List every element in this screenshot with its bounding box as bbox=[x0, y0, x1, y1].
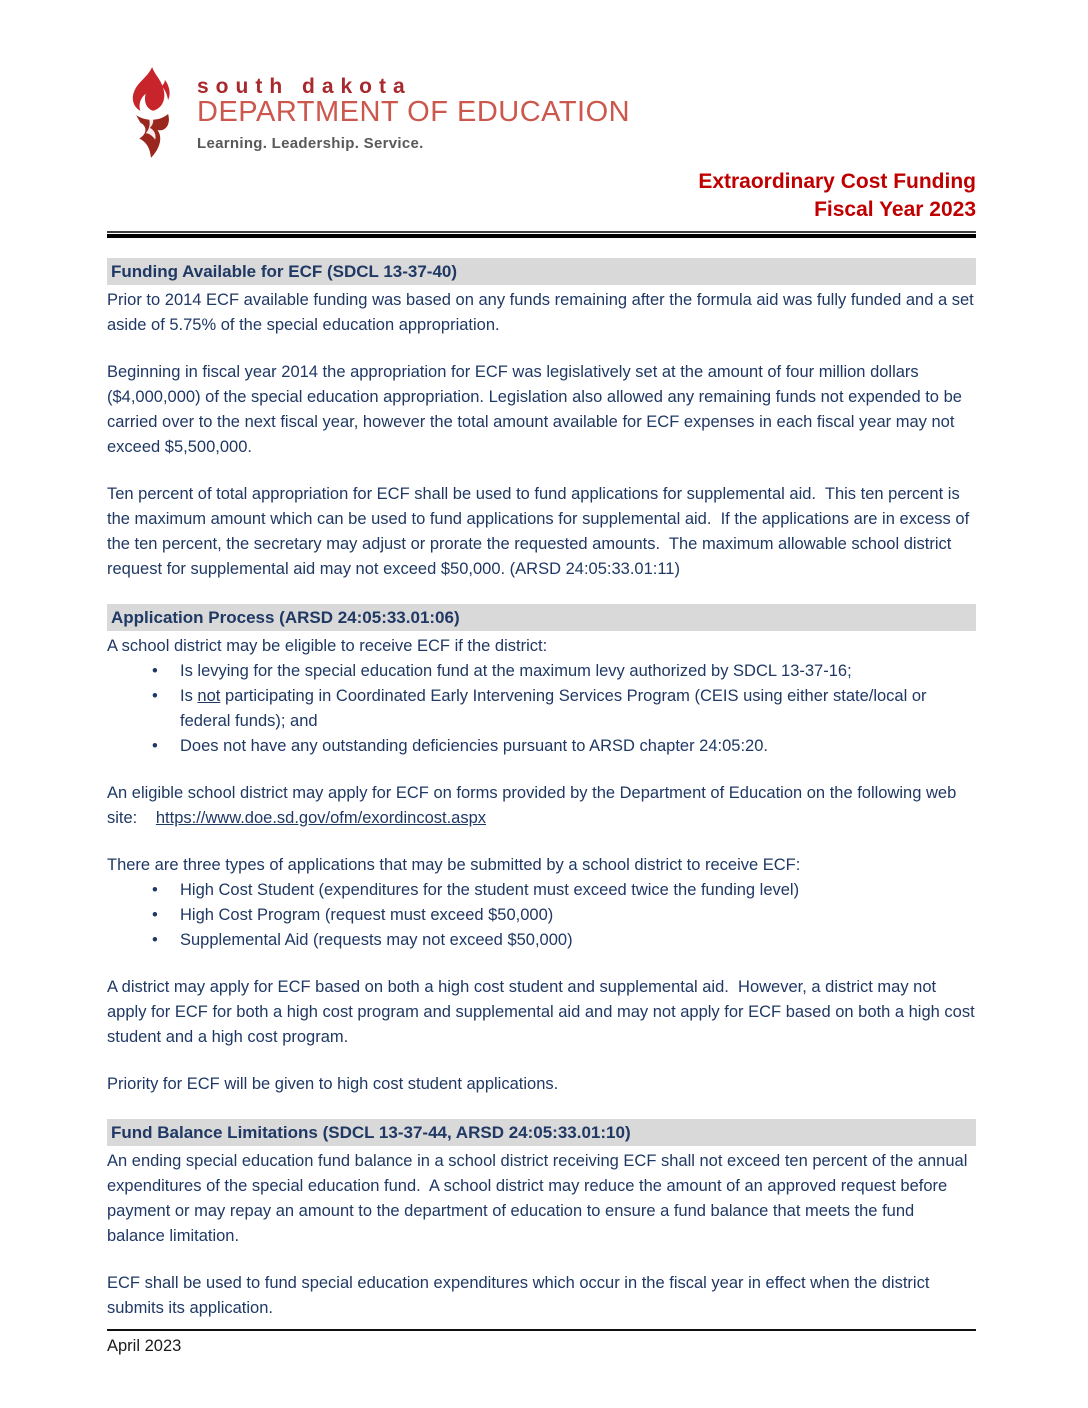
application-types-bullet-list bbox=[107, 878, 976, 953]
list-item bbox=[107, 734, 976, 759]
eligibility-intro: A school district may be eligible to receive ECF if the district: bbox=[107, 637, 548, 655]
paragraph: Prior to 2014 ECF available funding was based on any funds remaining after the formula aid was fully funded and a set aside of 5.75% of the special education appropriation. bbox=[107, 291, 979, 334]
document-title-line2: Fiscal Year 2023 bbox=[814, 198, 976, 221]
list-item bbox=[107, 659, 976, 684]
bullet-text-underlined: not bbox=[197, 687, 221, 705]
paragraph: ECF shall be used to fund special education expenditures which occur in the fiscal year in effect when the district submits its application. bbox=[107, 1274, 934, 1317]
apply-paragraph bbox=[107, 781, 976, 831]
bullet-text: participating in Coordinated Early Intervening Services Program (CEIS using either state/local or federal funds); and bbox=[180, 687, 932, 730]
apply-paragraph-text: An eligible school district may apply for ECF on forms provided by the Department of Education on the following web site: bbox=[107, 784, 961, 827]
bullet-text: Is bbox=[180, 687, 198, 705]
list-item bbox=[107, 928, 976, 953]
document-body bbox=[107, 258, 980, 1359]
logo-tagline: Learning. Leadership. Service. bbox=[197, 135, 424, 153]
divider-thin-line bbox=[107, 231, 976, 233]
paragraph: Ten percent of total appropriation for ECF shall be used to fund applications for supplemental aid. This ten percent is the maximum amount which can be used to fund applications for supplemental aid. If the applications are in excess of the ten percent, the secretary may adjust or prorate the requested amounts. The maximum allowable school district request for supplemental aid may not exceed $50,000. (ARSD 24:05:33.01:11) bbox=[107, 485, 974, 578]
list-item bbox=[107, 684, 976, 734]
document-title bbox=[107, 168, 976, 224]
bullet-text: High Cost Program (request must exceed $50,000) bbox=[180, 906, 554, 924]
eligibility-bullet-list bbox=[107, 659, 976, 759]
section-heading-funding-available: Funding Available for ECF (SDCL 13-37-40) bbox=[107, 258, 976, 285]
paragraph: Beginning in fiscal year 2014 the appropriation for ECF was legislatively set at the amount of four million dollars ($4,000,000) of the special education appropriation. Legislation also allowed any remaining funds not expended to be carried over to the next fiscal year, however the total amount available for ECF expenses in each fiscal year may not exceed $5,500,000. bbox=[107, 363, 967, 456]
section-heading-fund-balance-limitations: Fund Balance Limitations (SDCL 13-37-44, ARSD 24:05:33.01:10) bbox=[107, 1119, 976, 1146]
sd-doe-logo bbox=[119, 64, 976, 164]
logo-department-name: DEPARTMENT OF EDUCATION bbox=[197, 96, 631, 128]
ecf-website-link[interactable]: https://www.doe.sd.gov/ofm/exordincost.aspx bbox=[155, 809, 487, 827]
logo-wordmark bbox=[197, 64, 630, 152]
divider-thick-line bbox=[107, 234, 976, 238]
list-item bbox=[107, 903, 976, 928]
list-item bbox=[107, 878, 976, 903]
section-heading-application-process: Application Process (ARSD 24:05:33.01:06) bbox=[107, 604, 976, 631]
bullet-text: Does not have any outstanding deficiencies pursuant to ARSD chapter 24:05:20. bbox=[180, 737, 768, 755]
paragraph: Priority for ECF will be given to high cost student applications. bbox=[107, 1075, 559, 1093]
document-title-line1: Extraordinary Cost Funding bbox=[698, 170, 976, 193]
footer-date: April 2023 bbox=[107, 1337, 182, 1355]
bullet-text: High Cost Student (expenditures for the student must exceed twice the funding level) bbox=[180, 881, 800, 899]
logo-state-name: south dakota bbox=[197, 75, 412, 98]
paragraph: An ending special education fund balance in a school district receiving ECF shall not exceed ten percent of the annual expenditures of the special education fund. A school district may reduce the amount of an approved request before payment or may repay an amount to the department of education to ensure a fund balance that meets the fund balance limitation. bbox=[107, 1152, 972, 1245]
bullet-text: Is levying for the special education fund at the maximum levy authorized by SDCL 13-37-16; bbox=[180, 662, 852, 680]
paragraph: A district may apply for ECF based on both a high cost student and supplemental aid. However, a district may not apply for ECF for both a high cost program and supplemental aid and may not apply for ECF based on both a high cost student and a high cost program. bbox=[107, 978, 980, 1046]
bullet-text: Supplemental Aid (requests may not exceed $50,000) bbox=[180, 931, 573, 949]
application-types-intro: There are three types of applications that may be submitted by a school district to receive ECF: bbox=[107, 856, 801, 874]
torch-flame-icon bbox=[119, 64, 183, 164]
title-divider-rule bbox=[107, 231, 976, 238]
